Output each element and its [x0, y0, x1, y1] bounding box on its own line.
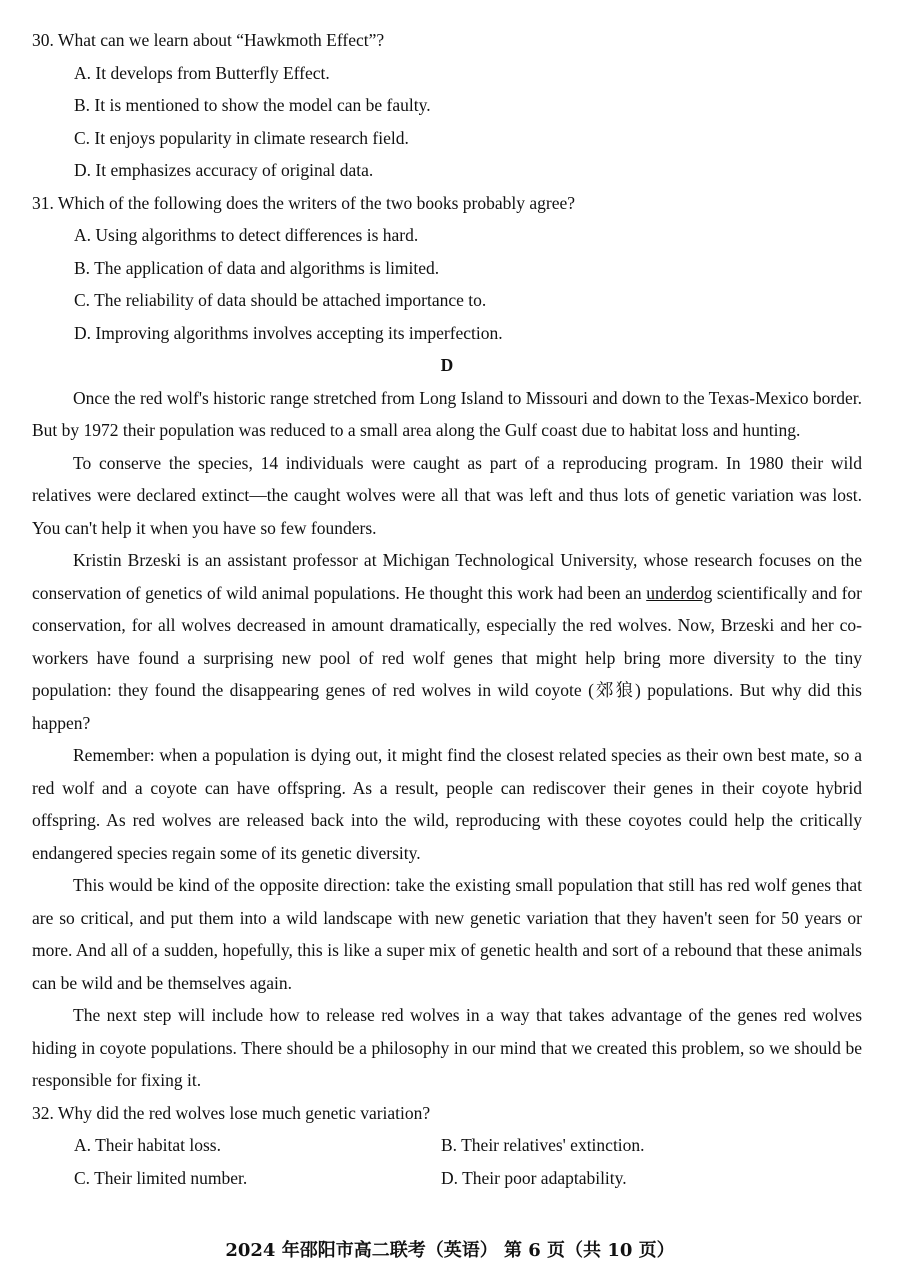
- question-30-stem: 30. What can we learn about “Hawkmoth Effect”?: [32, 30, 385, 50]
- passage-paragraph-6: The next step will include how to release red wolves in a way that takes advantage of the genes red wolves hiding in coyote populations. There should be a philosophy in our mind that we created this problem, so we should be responsible for fixing it.: [32, 1005, 862, 1090]
- question-32-option-d: D. Their poor adaptability.: [441, 1167, 627, 1188]
- question-31-option-b: B. The application of data and algorithms is limited.: [74, 257, 440, 278]
- passage-paragraph-1: Once the red wolf's historic range stretched from Long Island to Missouri and down to the Texas-Mexico border. But by 1972 their population was reduced to a small area along the Gulf coast due to habitat loss and hunting.: [32, 387, 862, 440]
- question-30-option-d: D. It emphasizes accuracy of original data.: [74, 160, 374, 180]
- question-31-stem: 31. Which of the following does the writers of the two books probably agree?: [32, 192, 576, 213]
- passage-d: [32, 382, 862, 1097]
- question-32-options-row-2: [32, 1162, 862, 1195]
- underlined-word: underdog: [646, 582, 713, 603]
- question-32-options-row-1: [32, 1129, 862, 1162]
- passage-paragraph-3-before: Kristin Brzeski is an assistant professor at Michigan Technological University, whose research focuses on the conservation of genetics of wild animal populations. He thought this work had been an: [32, 550, 862, 603]
- question-32-stem: 32. Why did the red wolves lose much genetic variation?: [32, 1102, 431, 1123]
- question-32-option-b: B. Their relatives' extinction.: [441, 1135, 645, 1155]
- exam-page: [32, 24, 862, 1194]
- question-31: [32, 187, 862, 350]
- question-32: [32, 1097, 862, 1195]
- question-30: [32, 24, 862, 187]
- passage-paragraph-2: To conserve the species, 14 individuals were caught as part of a reproducing program. In 1980 their wild relatives were declared extinct—the caught wolves were all that was left and thus lots of genetic variation was lost. You can't help it when you have so few founders.: [32, 452, 862, 538]
- question-30-option-c: C. It enjoys popularity in climate research field.: [74, 127, 409, 148]
- question-31-option-a: A. Using algorithms to detect differences is hard.: [74, 225, 419, 245]
- page-footer: 2024 年邵阳市高二联考（英语） 第 6 页（共 10 页）: [225, 1240, 675, 1261]
- passage-paragraph-5: This would be kind of the opposite direction: take the existing small population that still has red wolf genes that are so critical, and put them into a wild landscape with new genetic variation that they haven't seen for 50 years or more. And all of a sudden, hopefully, this is like a super mix of genetic health and sort of a rebound that these animals can be wild and be themselves again.: [32, 875, 862, 993]
- question-32-option-c: C. Their limited number.: [74, 1167, 248, 1188]
- question-30-option-b: B. It is mentioned to show the model can be faulty.: [74, 95, 431, 115]
- passage-paragraph-4: Remember: when a population is dying out, it might find the closest related species as their own best mate, so a red wolf and a coyote can have offspring. As a result, people can rediscover their genes in their coyote hybrid offspring. As red wolves are released back into the wild, reproducing with these coyotes could help the critically endangered species regain some of its genetic diversity.: [32, 745, 862, 863]
- question-30-option-a: A. It develops from Butterfly Effect.: [74, 62, 330, 83]
- question-31-option-c: C. The reliability of data should be attached importance to.: [74, 290, 487, 310]
- question-31-option-d: D. Improving algorithms involves accepting its imperfection.: [74, 322, 503, 343]
- section-label: D: [440, 355, 454, 375]
- passage-paragraph-3: [32, 544, 862, 739]
- question-32-option-a: A. Their habitat loss.: [74, 1135, 221, 1155]
- passage-paragraph-3-after: scientifically and for conservation, for all wolves decreased in amount dramatically, especially the red wolves. Now, Brzeski and her co-workers have found a surprising new pool of red wolf genes that might help bring more diversity to the tiny population: they found the disappearing genes of red wolves in wild coyote (郊狼) populations. But why did this happen?: [32, 582, 862, 733]
